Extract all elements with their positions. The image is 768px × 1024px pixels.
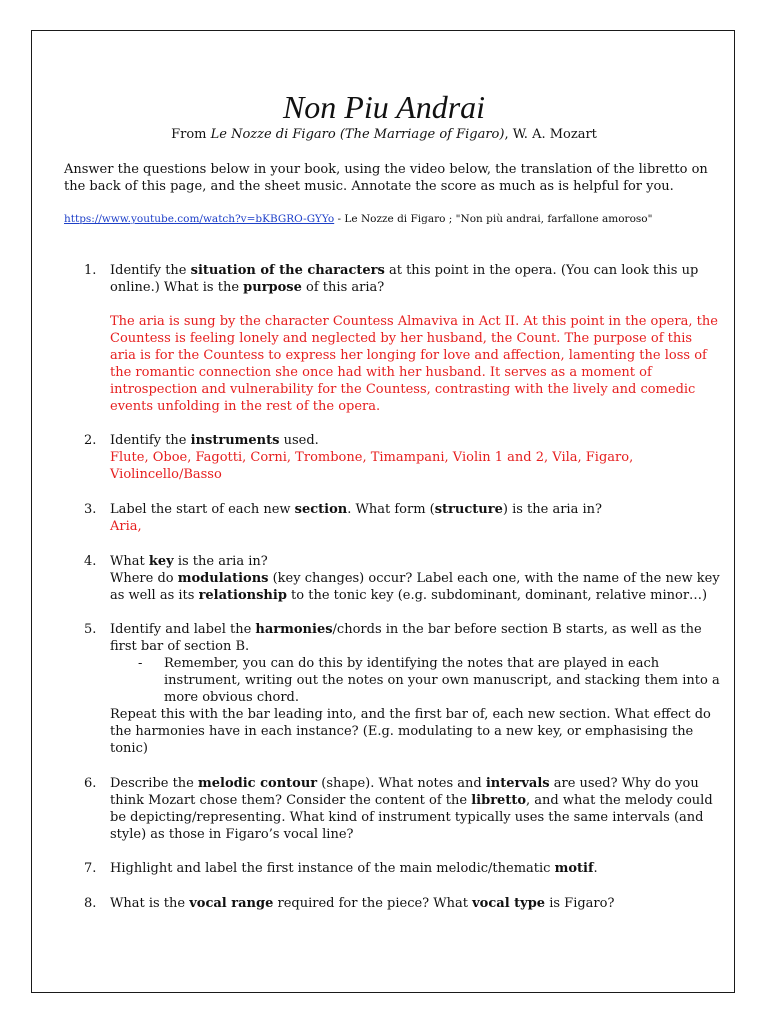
sub-list bbox=[134, 655, 720, 706]
text-run: Identify the bbox=[110, 433, 191, 448]
text-run: Remember, you can do this by identifying the notes that are played in each instrument, writing out the notes on your own manuscript, and stacking them into a more obvious chord. bbox=[164, 656, 720, 705]
video-link-line bbox=[64, 212, 719, 226]
question-3 bbox=[84, 501, 720, 535]
question-body bbox=[110, 895, 720, 912]
subtitle-work: Le Nozze di Figaro (The Marriage of Figaro) bbox=[210, 127, 505, 142]
text-run: (shape). What notes and bbox=[317, 776, 486, 791]
text-run: Identify the bbox=[110, 263, 191, 278]
question-text bbox=[110, 432, 720, 449]
bold-term: key bbox=[148, 554, 174, 569]
bold-term: section bbox=[294, 502, 348, 517]
question-number: 2. bbox=[84, 433, 97, 448]
video-link-description: - Le Nozze di Figaro ; "Non più andrai, farfallone amoroso" bbox=[334, 213, 653, 225]
bold-term: modulations bbox=[177, 571, 269, 586]
text-run: required for the piece? What bbox=[273, 896, 473, 911]
bold-term: libretto bbox=[471, 793, 527, 808]
intro-text: Answer the questions below in your book, using the video below, the translation of the libretto on the back of this page, and the sheet music. Annotate the score as much as is helpful for you. bbox=[64, 162, 708, 194]
video-link[interactable]: https://www.youtube.com/watch?v=bKBGRO-GYYo bbox=[64, 213, 335, 225]
bold-term: harmonies bbox=[255, 622, 333, 637]
text-run: to the tonic key (e.g. subdominant, dominant, relative minor…) bbox=[286, 588, 708, 603]
text-run: What is the bbox=[110, 896, 190, 911]
bold-term: vocal type bbox=[472, 896, 546, 911]
page-title: Non Piu Andrai bbox=[282, 89, 486, 125]
bold-term: motif bbox=[554, 861, 594, 876]
question-8 bbox=[84, 895, 720, 912]
text-run: Label the start of each new bbox=[110, 502, 295, 517]
question-number: 3. bbox=[84, 502, 97, 517]
text-run: /chords in the bar before section B starts, as well as the first bar of section B. bbox=[110, 622, 702, 654]
text-run: is the aria in? bbox=[173, 554, 268, 569]
bold-term: situation of the characters bbox=[190, 263, 385, 278]
text-run: are used? Why do you think Mozart chose them? Consider the content of the bbox=[110, 776, 699, 808]
dash-bullet: - bbox=[138, 656, 143, 671]
question-body bbox=[110, 432, 720, 483]
subtitle-from: From bbox=[171, 127, 211, 142]
text-run: (key changes) occur? Label each one, with the name of the new key as well as its bbox=[110, 571, 720, 603]
question-number: 7. bbox=[84, 861, 97, 876]
text-run: Describe the bbox=[110, 776, 199, 791]
text-run: of this aria? bbox=[301, 280, 385, 295]
bold-term: intervals bbox=[485, 776, 550, 791]
question-text bbox=[110, 570, 720, 604]
text-run: . bbox=[593, 861, 598, 876]
answer-text: The aria is sung by the character Countess Almaviva in Act II. At this point in the opera, the Countess is feeling lonely and neglected by her husband, the Count. The purpose of this aria is for the Countess to express her longing for love and affection, lamenting the loss of the romantic connection she once had with her husband. It serves as a moment of introspection and vulnerability for the Countess, contrasting with the lively and comedic events unfolding in the rest of the opera. bbox=[110, 314, 718, 414]
question-body bbox=[110, 501, 720, 535]
question-number: 1. bbox=[84, 263, 97, 278]
text-run: Identify and label the bbox=[110, 622, 256, 637]
question-6 bbox=[84, 775, 720, 843]
question-1 bbox=[84, 262, 720, 415]
question-text bbox=[110, 860, 720, 877]
text-run: Where do bbox=[110, 571, 178, 586]
question-body bbox=[110, 262, 720, 415]
answer-text: Flute, Oboe, Fagotti, Corni, Trombone, Timampani, Violin 1 and 2, Vila, Figaro, Violincello/Basso bbox=[110, 450, 634, 482]
question-number: 5. bbox=[84, 622, 97, 637]
text-run: . What form ( bbox=[347, 502, 435, 517]
question-5 bbox=[84, 621, 720, 757]
question-text bbox=[110, 501, 720, 518]
question-text bbox=[110, 262, 720, 296]
bold-term: structure bbox=[434, 502, 503, 517]
question-number: 8. bbox=[84, 896, 97, 911]
question-text bbox=[110, 621, 720, 655]
question-text bbox=[110, 895, 720, 912]
question-7 bbox=[84, 860, 720, 877]
question-body bbox=[110, 621, 720, 757]
sub-list-item bbox=[134, 655, 720, 706]
question-body bbox=[110, 553, 720, 604]
bold-term: melodic contour bbox=[198, 776, 318, 791]
question-number: 4. bbox=[84, 554, 97, 569]
question-number: 6. bbox=[84, 776, 97, 791]
text-run: What bbox=[110, 554, 149, 569]
subtitle-composer: , W. A. Mozart bbox=[504, 127, 597, 142]
bold-term: relationship bbox=[198, 588, 287, 603]
text-run: ) is the aria in? bbox=[502, 502, 602, 517]
text-run: Highlight and label the first instance of the main melodic/thematic bbox=[110, 861, 555, 876]
question-text: Repeat this with the bar leading into, and the first bar of, each new section. What effect do the harmonies have in each instance? (E.g. modulating to a new key, or emphasising the tonic) bbox=[110, 707, 711, 756]
subtitle bbox=[0, 126, 768, 143]
bold-term: vocal range bbox=[189, 896, 274, 911]
bold-term: purpose bbox=[243, 280, 302, 295]
question-text bbox=[110, 553, 720, 570]
question-2 bbox=[84, 432, 720, 483]
text-run: used. bbox=[279, 433, 319, 448]
answer-text: Aria, bbox=[110, 519, 142, 534]
bold-term: instruments bbox=[190, 433, 280, 448]
text-run: at this point in the opera. (You can look this up online.) What is the bbox=[110, 263, 699, 295]
question-body bbox=[110, 860, 720, 877]
text-run: , and what the melody could be depicting/representing. What kind of instrument typically uses the same intervals (and style) as those in Figaro’s vocal line? bbox=[110, 793, 713, 842]
question-text bbox=[110, 775, 720, 843]
question-body bbox=[110, 775, 720, 843]
text-run: is Figaro? bbox=[545, 896, 615, 911]
question-4 bbox=[84, 553, 720, 604]
